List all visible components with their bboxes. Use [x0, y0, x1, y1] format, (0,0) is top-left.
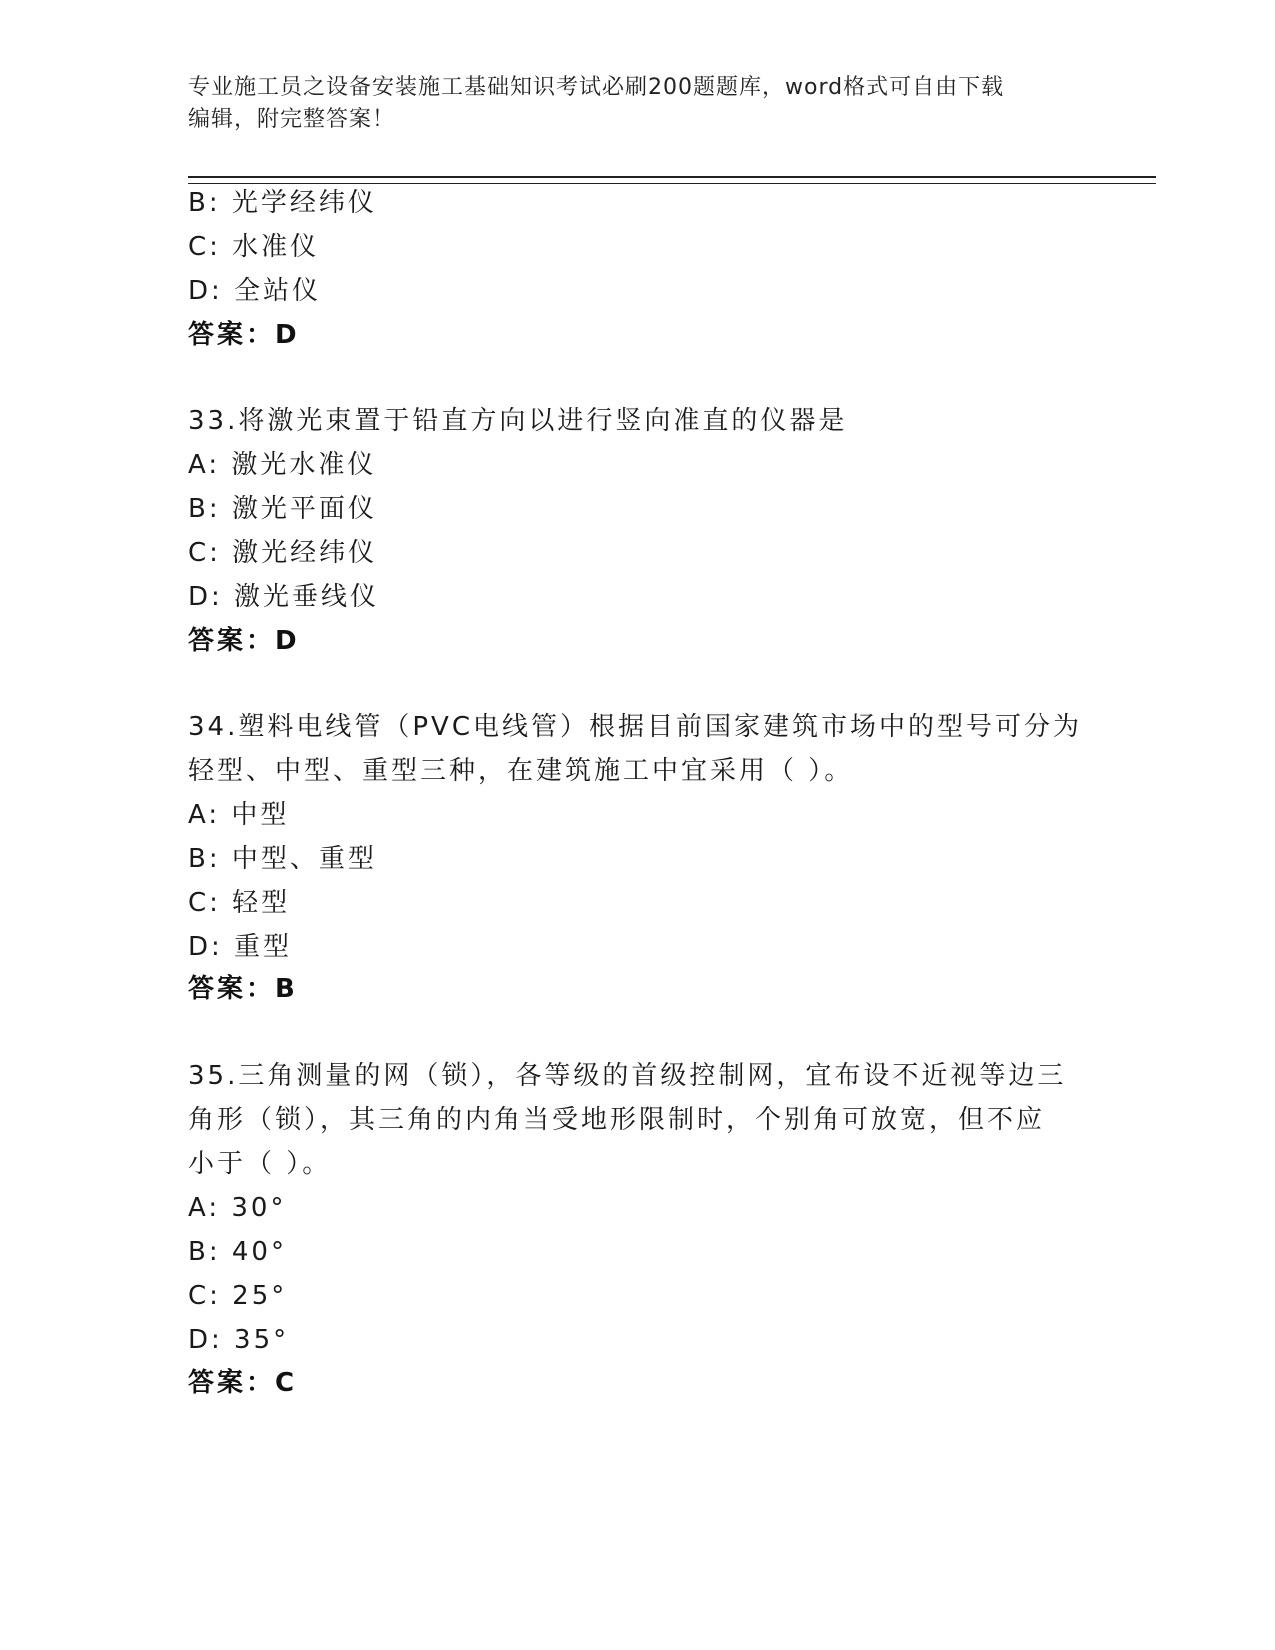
q35-stem-line-1: 35.三角测量的网（锁），各等级的首级控制网，宜布设不近视等边三	[188, 1061, 1067, 1091]
header-divider	[188, 176, 1156, 184]
q35-stem-line-2: 角形（锁），其三角的内角当受地形限制时，个别角可放宽，但不应	[188, 1105, 1046, 1135]
q33-option-c: C: 激光经纬仪	[188, 538, 378, 568]
q34-option-c: C: 轻型	[188, 888, 291, 918]
q35-option-b: B: 40°	[188, 1237, 287, 1267]
q33-option-d: D: 激光垂线仪	[188, 582, 380, 612]
q35-option-c: C: 25°	[188, 1281, 288, 1311]
prev-answer: 答案：D	[188, 320, 300, 350]
q34-option-b: B: 中型、重型	[188, 844, 377, 874]
q35-option-d: D: 35°	[188, 1325, 290, 1355]
header-title-line-1: 专业施工员之设备安装施工基础知识考试必刷200题题库，word格式可自由下载	[188, 75, 1005, 100]
q35-stem-line-3: 小于（ ）。	[188, 1149, 332, 1179]
q34-option-a: A: 中型	[188, 800, 290, 830]
prev-option-d: D: 全站仪	[188, 276, 322, 306]
q33-stem: 33.将激光束置于铅直方向以进行竖向准直的仪器是	[188, 406, 848, 436]
q33-option-a: A: 激光水准仪	[188, 450, 377, 480]
prev-option-b: B: 光学经纬仪	[188, 188, 377, 218]
q33-option-b: B: 激光平面仪	[188, 494, 377, 524]
header-title-line-2: 编辑，附完整答案！	[188, 107, 396, 132]
q34-option-d: D: 重型	[188, 932, 293, 962]
prev-option-c: C: 水准仪	[188, 232, 320, 262]
q34-answer: 答案：B	[188, 974, 298, 1004]
q34-stem-line-2: 轻型、中型、重型三种，在建筑施工中宜采用（ ）。	[188, 756, 854, 786]
q35-answer: 答案：C	[188, 1368, 298, 1398]
q33-answer: 答案：D	[188, 626, 300, 656]
q35-option-a: A: 30°	[188, 1193, 287, 1223]
document-header	[188, 72, 1068, 136]
q34-stem-line-1: 34.塑料电线管（PVC电线管）根据目前国家建筑市场中的型号可分为	[188, 712, 1082, 742]
